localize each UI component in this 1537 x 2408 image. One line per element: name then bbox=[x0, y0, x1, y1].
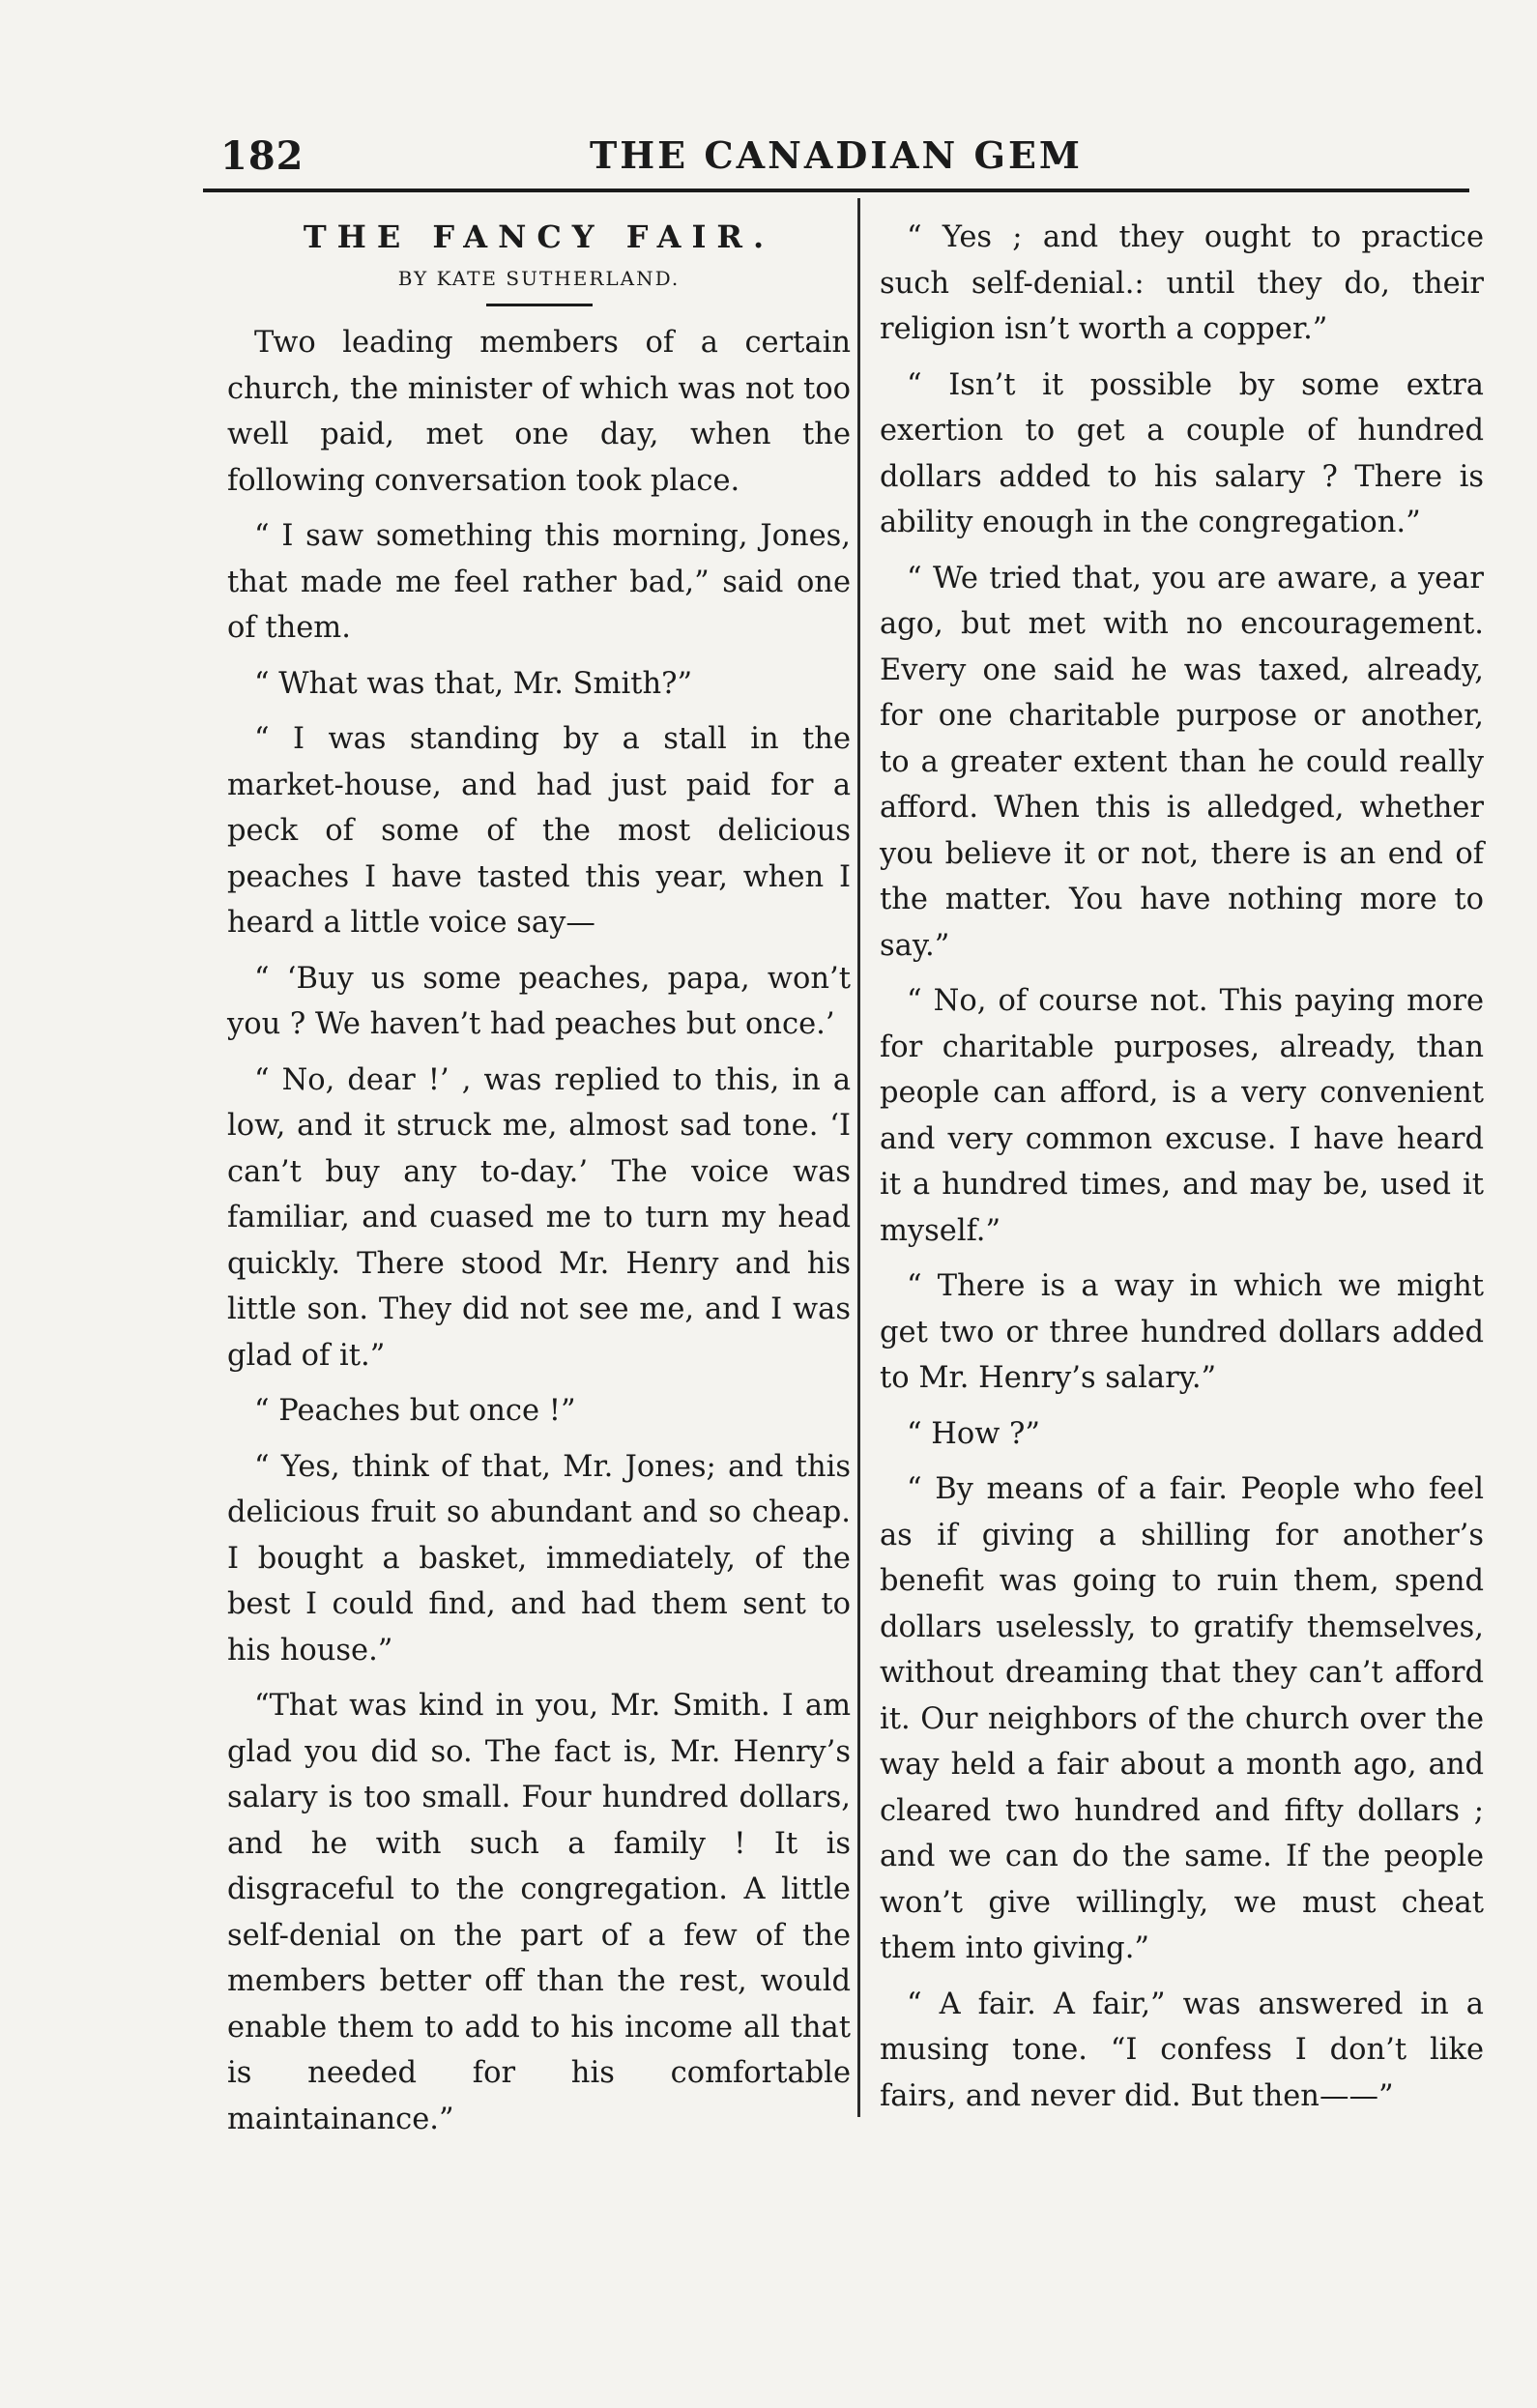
paragraph: “ Isn’t it possible by some extra exertion to get a couple of hundred dollars added to his salary ? There is ability enough in the congregation.” bbox=[880, 367, 1484, 539]
article-byline: BY KATE SUTHERLAND. bbox=[397, 267, 681, 290]
paragraph: “ By means of a fair. People who feel as if giving a shilling for another’s benefit was going to ruin them, spend dollars uselessly, to gratify themselves, without dreaming that they can’t afford it. Our neighbors of the church over the way held a fair about a month ago, and cleared two hundred and fifty dollars ; and we can do the same. If the people won’t give willingly, we must cheat them into giving.” bbox=[880, 1472, 1484, 1965]
paragraph: “ No, of course not. This paying more for charitable purposes, already, than people can afford, is a very convenient and very common excuse. I have heard it a hundred times, and may be, used it myself.” bbox=[880, 984, 1484, 1248]
right-column bbox=[880, 215, 1484, 2129]
paragraph: “ What was that, Mr. Smith?” bbox=[254, 666, 693, 701]
paragraph: “ There is a way in which we might get two or three hundred dollars added to Mr. Henry’s salary.” bbox=[880, 1269, 1484, 1395]
page-header bbox=[193, 124, 1479, 191]
paragraph: “ ‘Buy us some peaches, papa, won’t you ? We haven’t had peaches but once.’ bbox=[227, 961, 851, 1041]
paragraph: “ We tried that, you are aware, a year ago, but met with no encouragement. Every one said he was taxed, already, for one charitable purpose or another, to a greater extent than he could really afford. When this is alledged, whether you believe it or not, there is an end of the matter. You have nothing more to say.” bbox=[880, 561, 1484, 963]
paragraph: “ How ?” bbox=[907, 1416, 1040, 1451]
running-title: THE CANADIAN GEM bbox=[590, 133, 1083, 177]
page-number: 182 bbox=[220, 133, 304, 179]
paragraph: “ A fair. A fair,” was answered in a musing tone. “I confess I don’t like fairs, and never did. But then——” bbox=[880, 1987, 1484, 2113]
paragraph: “ Yes ; and they ought to practice such self-denial.: until they do, their religion isn’t worth a copper.” bbox=[880, 220, 1484, 346]
paragraph: Two leading members of a certain church, the minister of which was not too well paid, met one day, when the following conversation took place. bbox=[227, 326, 851, 498]
paragraph: “ No, dear !’ , was replied to this, in a low, and it struck me, almost sad tone. ‘I can’t buy any to-day.’ The voice was familiar, and cuased me to turn my head quickly. There stood Mr. Henry and his little son. They did not see me, and I was glad of it.” bbox=[227, 1062, 851, 1373]
paragraph: “ Peaches but once !” bbox=[254, 1394, 576, 1428]
article-title: THE FANCY FAIR. bbox=[303, 218, 775, 255]
paragraph: “ Yes, think of that, Mr. Jones; and this delicious fruit so abundant and so cheap. I bought a basket, immediately, of the best I could find, and had them sent to his house.” bbox=[227, 1449, 851, 1668]
left-column bbox=[227, 215, 851, 2152]
paragraph: “ I was standing by a stall in the market-house, and had just paid for a peck of some of the most delicious peaches I have tasted this year, when I heard a little voice say— bbox=[227, 722, 851, 940]
column-divider bbox=[857, 198, 860, 2117]
paragraph: “That was kind in you, Mr. Smith. I am glad you did so. The fact is, Mr. Henry’s salary is too small. Four hundred dollars, and he with such a family ! It is disgraceful to the congregation. A little self-denial on the part of a few of the members better off than the rest, would enable them to add to his income all that is needed for his comfortable maintainance.” bbox=[227, 1689, 851, 2136]
paragraph: “ I saw something this morning, Jones, that made me feel rather bad,” said one of them. bbox=[227, 519, 851, 645]
title-rule bbox=[486, 304, 593, 306]
header-rule bbox=[203, 189, 1469, 192]
